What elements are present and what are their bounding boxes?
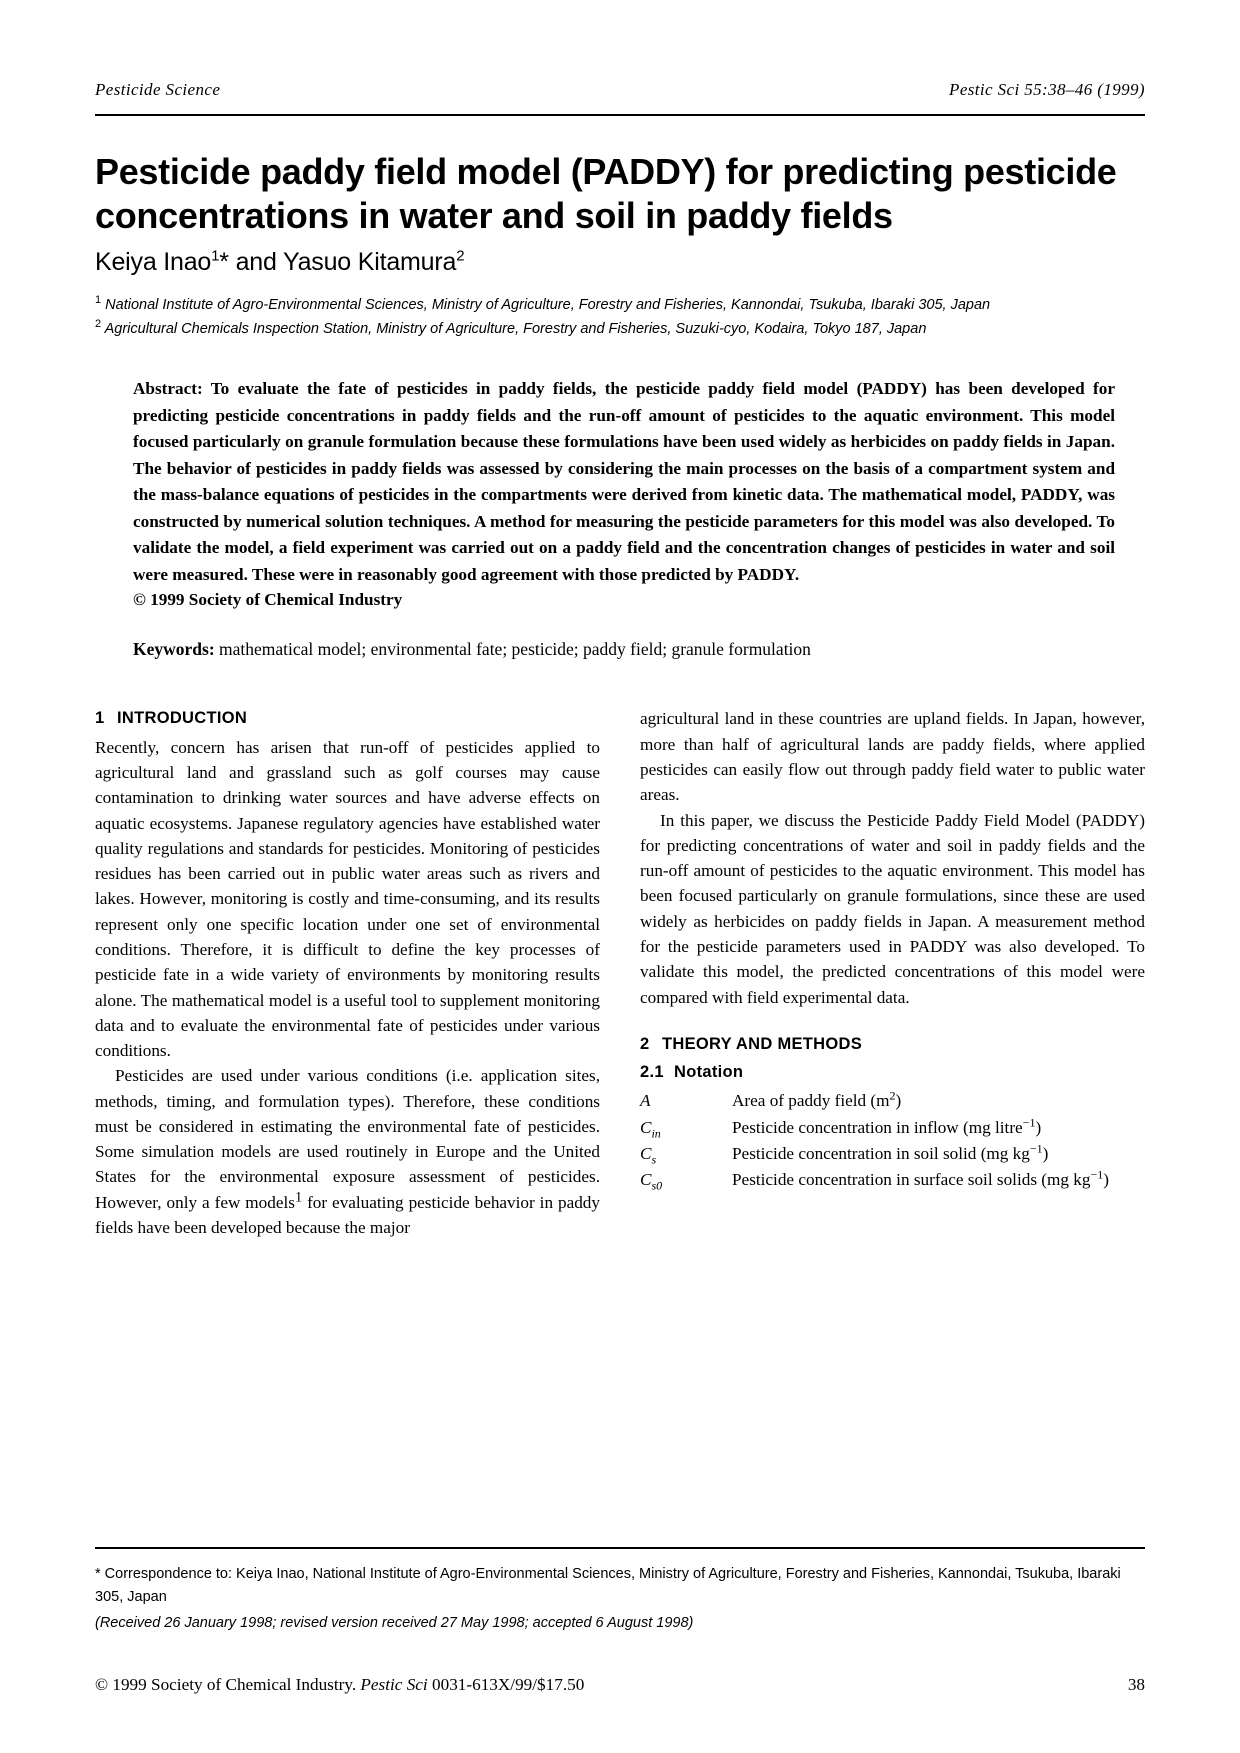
notation-definition-sup: −1 — [1029, 1141, 1043, 1156]
abstract-text — [133, 376, 1115, 588]
notation-definition — [732, 1141, 1145, 1166]
intro-paragraph-2-post: for evaluating pesticide behavior in paddy fields have been developed because the major — [95, 1192, 600, 1238]
subsection-number-2-1: 2.1 — [640, 1063, 664, 1082]
author-two-affiliation-marker: 2 — [456, 247, 465, 265]
section-title-1: INTRODUCTION — [117, 709, 248, 728]
body-columns — [95, 706, 1145, 1240]
section-heading-theory — [640, 1032, 1145, 1056]
abstract-block — [95, 376, 1145, 610]
notation-item — [640, 1115, 1145, 1140]
affiliation-one-marker: 1 — [95, 293, 102, 306]
notation-symbol-sub: s0 — [651, 1178, 663, 1193]
section-number-1: 1 — [95, 709, 105, 728]
intro-paragraph-2-continued: agricultural land in these countries are upland fields. In Japan, however, more than half of agricultural lands are paddy fields, where applied pesticides can easily flow out through paddy field water to public water areas. — [640, 709, 1145, 805]
notation-definition-main: Area of paddy field (m — [732, 1091, 890, 1111]
keywords-text: mathematical model; environmental fate; pesticide; paddy field; granule formulation — [214, 639, 811, 660]
intro-paragraph-1: Recently, concern has arisen that run-off of pesticides applied to agricultural land and grassland such as golf courses may cause contamination to drinking water sources and have adverse effects on aquatic ecosystems. Japanese regulatory agencies have established water quality regulations and standards for pesticides. Monitoring of pesticides residues has been carried out in public water areas such as rivers and lakes. However, monitoring is costly and time-consuming, and its results represent only one specific location under one set of environmental conditions. Therefore, it is difficult to define the key processes of pesticide fate in a wide variety of environments by monitoring results alone. The mathematical model is a useful tool to supplement monitoring data and to evaluate the environmental fate of pesticides under various conditions. — [95, 737, 600, 1061]
intro-paragraph-2-pre: Pesticides are used under various conditions (i.e. application sites, methods, timing, and formulation types). Therefore, these conditions must be considered in estimating the environmental fate of pesticides. Some simulation models are used routinely in Europe and the United States for the environmental exposure assessment of pesticides. However, only a few models — [95, 1066, 600, 1212]
notation-symbol-main: C — [640, 1170, 652, 1190]
notation-symbol-main: A — [640, 1091, 651, 1111]
affiliation-two-text: Agricultural Chemicals Inspection Station, Ministry of Agriculture, Forestry and Fisheries, Suzuki-cyo, Kodaira, Tokyo 187, Japan — [101, 320, 927, 337]
corresponding-author-marker: * — [219, 247, 229, 276]
running-head — [95, 80, 1145, 114]
notation-definition-main: Pesticide concentration in surface soil solids (mg kg — [732, 1170, 1091, 1190]
notation-definition-sup: −1 — [1090, 1167, 1104, 1182]
notation-symbol-main: C — [640, 1143, 652, 1163]
notation-definition-sup: −1 — [1022, 1114, 1036, 1129]
correspondence-note: * Correspondence to: Keiya Inao, National Institute of Agro-Environmental Sciences, Ministry of Agriculture, Forestry and Fisheries, Kannondai, Tsukuba, Ibaraki 305, Japan — [95, 1566, 1121, 1605]
page-number: 38 — [1127, 1675, 1145, 1694]
footnote-rule — [95, 1547, 1145, 1549]
running-head-citation: Pestic Sci 55:38–46 (1999) — [949, 80, 1145, 99]
notation-item — [640, 1167, 1145, 1192]
colophon-copyright-pre: © 1999 Society of Chemical Industry. — [95, 1675, 361, 1694]
abstract-body: To evaluate the fate of pesticides in paddy fields, the pesticide paddy field model (PADDY) has been developed for predicting pesticide concentrations in paddy fields and the run-off amount of pesticides to the aquatic environment. This model focused particularly on granule formulation because these formulations have been used widely as herbicides on paddy fields in Japan. The behavior of pesticides in paddy fields was assessed by considering the main processes on the basis of a compartment system and the mass-balance equations of pesticides in the compartments were derived from kinetic data. The mathematical model, PADDY, was constructed by numerical solution techniques. A method for measuring the pesticide parameters for this model was also developed. To validate the model, a field experiment was carried out on a paddy field and the concentration changes of pesticides in water and soil were measured. These were in reasonably good agreement with those predicted by PADDY. — [133, 379, 1115, 584]
notation-definition-end: ) — [895, 1091, 902, 1111]
notation-definition-main: Pesticide concentration in inflow (mg litre — [732, 1117, 1023, 1137]
notation-definition-end: ) — [1035, 1117, 1042, 1137]
running-head-journal: Pesticide Science — [95, 80, 221, 99]
notation-definition — [732, 1088, 1145, 1113]
affiliation-two-marker: 2 — [95, 317, 102, 330]
notation-list — [640, 1088, 1145, 1192]
section-number-2: 2 — [640, 1034, 650, 1053]
intro-paragraph-2 — [95, 1063, 600, 1240]
keywords-label: Keywords: — [133, 639, 215, 660]
column-left — [95, 706, 600, 1240]
colophon-journal-short: Pestic Sci — [360, 1675, 428, 1694]
received-dates: (Received 26 January 1998; revised version received 27 May 1998; accepted 6 August 1998) — [95, 1615, 694, 1632]
intro-paragraph-3: In this paper, we discuss the Pesticide Paddy Field Model (PADDY) for predicting concentrations of water and soil in paddy fields and the run-off amount of pesticides to the aquatic environment. This model has been focused particularly on granule formulations, since these are used widely as herbicides on paddy fields in Japan. A measurement method for the pesticide parameters used in PADDY was also developed. To validate this model, the predicted concentrations of this model were compared with field experimental data. — [640, 810, 1145, 1007]
column-right — [640, 706, 1145, 1240]
notation-symbol — [640, 1088, 732, 1113]
author-one: Keiya Inao — [95, 247, 212, 276]
notation-definition-end: ) — [1103, 1170, 1109, 1190]
affiliation-one-text: National Institute of Agro-Environmental Sciences, Ministry of Agriculture, Forestry and Fisheries, Kannondai, Tsukuba, Ibaraki 305, Japan — [101, 296, 991, 313]
subsection-heading-notation — [640, 1060, 1145, 1084]
notation-symbol — [640, 1167, 732, 1192]
notation-symbol-sub: s — [651, 1152, 657, 1167]
notation-definition — [732, 1115, 1145, 1140]
footnote-text — [95, 1563, 1145, 1635]
notation-item — [640, 1088, 1145, 1113]
section-heading-introduction — [95, 706, 600, 730]
colophon-copyright — [95, 1675, 584, 1695]
notation-symbol-sub: in — [651, 1126, 661, 1141]
abstract-label: Abstract: — [133, 379, 203, 399]
notation-symbol-main: C — [640, 1117, 652, 1137]
section-spacer — [640, 1010, 1145, 1032]
notation-symbol — [640, 1141, 732, 1166]
notation-item — [640, 1141, 1145, 1166]
page-title: Pesticide paddy field model (PADDY) for predicting pesticide concentrations in water and soil in paddy fields — [95, 151, 1117, 236]
notation-symbol — [640, 1115, 732, 1140]
abstract-copyright: © 1999 Society of Chemical Industry — [133, 590, 403, 610]
author-conjunction: and Yasuo Kitamura — [228, 247, 457, 276]
affiliation-one — [95, 295, 1145, 317]
author-one-affiliation-marker: 1 — [211, 247, 220, 265]
header-rule — [95, 114, 1145, 116]
page-colophon — [95, 1675, 1145, 1695]
notation-definition-end: ) — [1042, 1143, 1049, 1163]
footnote-block — [95, 1547, 1145, 1635]
notation-definition-sup: 2 — [889, 1088, 896, 1103]
notation-definition — [732, 1167, 1145, 1192]
subsection-title-2-1: Notation — [674, 1063, 744, 1082]
citation-ref-1: 1 — [294, 1189, 303, 1206]
author-list — [95, 248, 1145, 277]
notation-definition-main: Pesticide concentration in soil solid (mg kg — [732, 1143, 1030, 1163]
affiliation-two — [95, 319, 1145, 341]
keywords-block — [95, 636, 1145, 662]
colophon-issn: 0031-613X/99/$17.50 — [427, 1675, 585, 1694]
section-title-2: THEORY AND METHODS — [662, 1034, 863, 1053]
